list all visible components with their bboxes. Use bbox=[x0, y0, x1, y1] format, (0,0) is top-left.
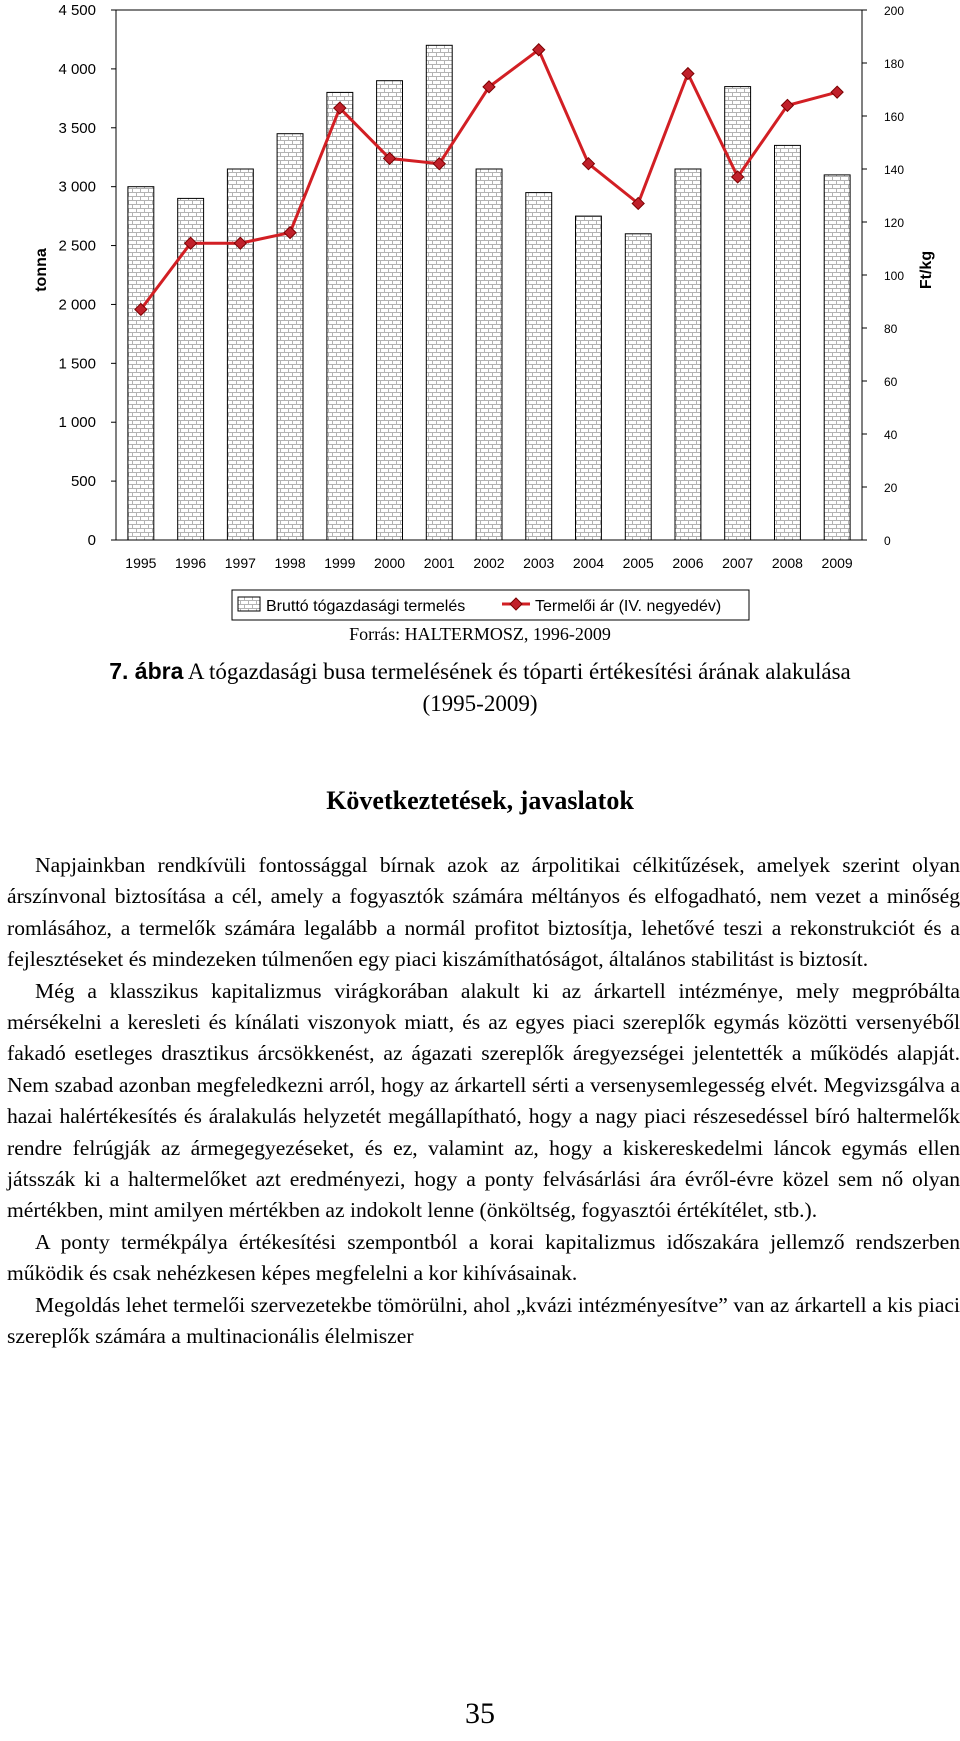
legend-bar-label: Bruttó tógazdasági termelés bbox=[266, 598, 466, 615]
bar bbox=[824, 175, 850, 540]
x-tick-label: 1995 bbox=[125, 555, 157, 571]
right-tick-label: 200 bbox=[884, 4, 905, 18]
figure-label: 7. ábra bbox=[109, 658, 184, 684]
x-tick-label: 2009 bbox=[821, 555, 853, 571]
x-tick-label: 2001 bbox=[423, 555, 455, 571]
bar bbox=[327, 92, 353, 540]
x-tick-label: 1997 bbox=[224, 555, 256, 571]
line-marker bbox=[831, 86, 843, 98]
left-tick-label: 4 000 bbox=[58, 60, 96, 78]
body-text bbox=[7, 850, 960, 1353]
x-tick-label: 1999 bbox=[324, 555, 356, 571]
x-tick-label: 2003 bbox=[523, 555, 555, 571]
legend-bar-swatch bbox=[238, 597, 260, 611]
bar-series bbox=[128, 45, 850, 540]
bar bbox=[675, 169, 701, 540]
legend bbox=[232, 590, 749, 620]
x-tick-label: 1996 bbox=[175, 555, 207, 571]
right-tick-label: 100 bbox=[884, 269, 905, 283]
left-tick-label: 1 000 bbox=[58, 414, 96, 432]
right-tick-label: 140 bbox=[884, 163, 905, 177]
bar bbox=[625, 234, 651, 540]
bar bbox=[775, 145, 801, 540]
left-tick-label: 2 500 bbox=[58, 237, 96, 255]
right-tick-label: 80 bbox=[884, 322, 898, 336]
x-tick-label: 2002 bbox=[473, 555, 505, 571]
left-tick-label: 1 500 bbox=[58, 355, 96, 373]
paragraph: Napjainkban rendkívüli fontossággal bírnak azok az árpolitikai célkitűzések, amelyek szerint olyan árszínvonal biztosítása a cél, amely a fogyasztók számára méltányos és elfogadható, nem vezet a minőség romlásához, a termelők számára legalább a normál profitot biztosítja, lehetővé teszi a rekonstrukciót és a fejlesztéseket és mindezeken túlmenően egy piaci kiszámíthatóságot, általános stabilitást is biztosít. bbox=[7, 853, 960, 972]
x-tick-label: 2008 bbox=[771, 555, 803, 571]
x-tick-label: 2006 bbox=[672, 555, 704, 571]
bar bbox=[227, 169, 253, 540]
chart-source: Forrás: HALTERMOSZ, 1996-2009 bbox=[349, 624, 611, 644]
paragraph: Még a klasszikus kapitalizmus virágkorában alakult ki az árkartell intézménye, mely megpróbálta mérsékelni a keresleti és kínálati viszonyok miatt, és az egyes piaci szereplők egymás közötti versenyéből fakadó esetleges drasztikus árcsökkenést, az ágazati szereplők áregyezségei jelentették a működés alapját. Nem szabad azonban megfeledkezni arról, hogy az árkartell sérti a versenysemlegesség elvét. Megvizsgálva a hazai halértékesítés és áralakulás helyzetét megállapítható, hogy a nagy piaci részesedéssel bíró haltermelők rendre felrúgják az ármegegyezéseket, és ez, valamint az, hogy a kiskereskedelmi láncok egymás ellen játsszák ki a haltermelőket azt eredményezi, hogy a ponty felvásárlási ára évről-évre közel sem nő olyan mértékben, mint amilyen mértékben az indokolt lenne (önköltség, fogyasztói értékítélet, stb.). bbox=[7, 978, 960, 1223]
right-tick-label: 60 bbox=[884, 375, 898, 389]
right-tick-label: 180 bbox=[884, 57, 905, 71]
x-tick-label: 2005 bbox=[622, 555, 654, 571]
x-tick-label: 1998 bbox=[274, 555, 306, 571]
line-marker bbox=[682, 68, 694, 80]
combo-chart bbox=[0, 0, 960, 624]
page-number: 35 bbox=[465, 1697, 495, 1730]
x-tick-label: 2000 bbox=[373, 555, 406, 571]
left-tick-label: 2 000 bbox=[58, 296, 96, 314]
figure-caption-subtext: (1995-2009) bbox=[422, 691, 538, 716]
right-tick-label: 160 bbox=[884, 110, 905, 124]
right-tick-label: 40 bbox=[884, 428, 898, 442]
left-tick-label: 3 500 bbox=[58, 119, 96, 137]
left-axis-title: tonna bbox=[33, 248, 50, 292]
right-tick-label: 120 bbox=[884, 216, 905, 230]
section-title: Következtetések, javaslatok bbox=[326, 786, 634, 815]
legend-line-label: Termelői ár (IV. negyedév) bbox=[535, 598, 722, 615]
bar bbox=[526, 193, 552, 540]
paragraph: A ponty termékpálya értékesítési szempontból a korai kapitalizmus időszakára jellemző rendszerben működik és csak nehézkesen képes megfelelni a kor kihívásainak. bbox=[7, 1229, 960, 1286]
bar bbox=[277, 134, 303, 540]
left-tick-label: 4 500 bbox=[58, 2, 96, 19]
figure-caption bbox=[0, 655, 960, 720]
right-tick-label: 20 bbox=[884, 481, 898, 495]
bar bbox=[128, 187, 154, 540]
right-tick-label: 0 bbox=[884, 534, 891, 548]
x-tick-label: 2004 bbox=[572, 555, 605, 571]
left-tick-label: 500 bbox=[70, 473, 96, 491]
bar bbox=[576, 216, 602, 540]
right-axis-title: Ft/kg bbox=[918, 250, 935, 290]
bar bbox=[426, 45, 452, 540]
left-tick-label: 0 bbox=[87, 532, 96, 549]
paragraph: Megoldás lehet termelői szervezetekbe tömörülni, ahol „kvázi intézményesítve” van az árkartell a kis piaci szereplők számára a multinacionális élelmiszer bbox=[7, 1292, 960, 1349]
left-tick-label: 3 000 bbox=[58, 178, 96, 196]
x-tick-label: 2007 bbox=[722, 555, 754, 571]
figure-caption-text: A tógazdasági busa termelésének és tóparti értékesítési árának alakulása bbox=[187, 659, 851, 684]
bar bbox=[476, 169, 502, 540]
